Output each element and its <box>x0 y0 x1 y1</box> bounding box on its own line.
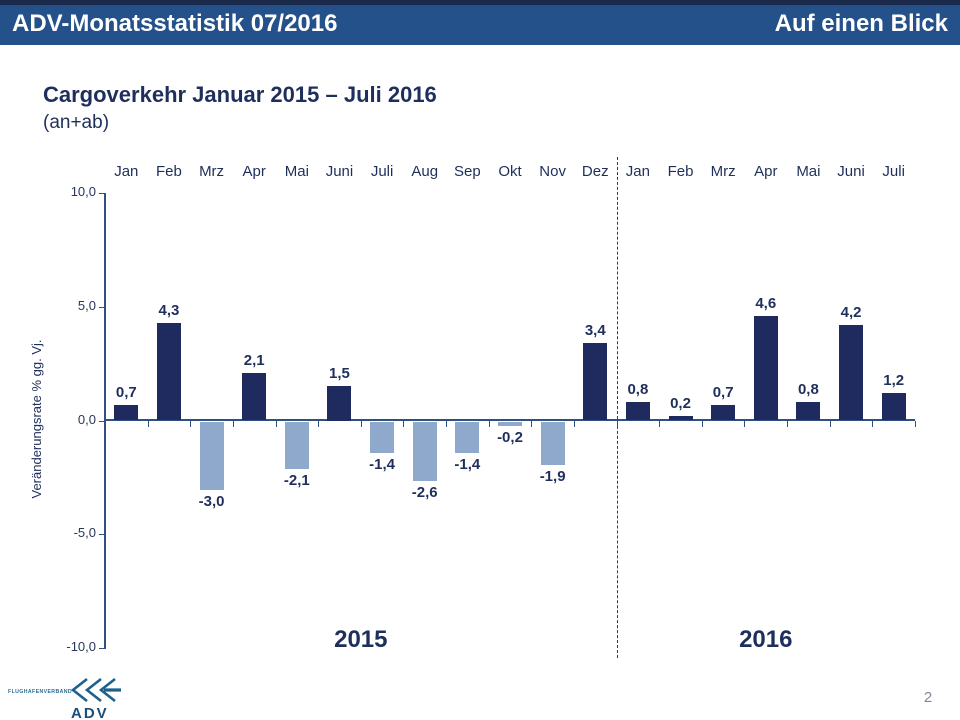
page-subtitle: (an+ab) <box>43 112 110 133</box>
month-label: Feb <box>156 163 182 180</box>
value-label: -2,6 <box>411 483 438 501</box>
value-label: 4,2 <box>840 303 862 321</box>
month-label: Sep <box>454 163 481 180</box>
month-label: Jan <box>625 163 650 180</box>
bar-okt-9 <box>498 422 522 427</box>
value-label: 0,7 <box>115 383 137 401</box>
year-separator-line <box>617 157 618 658</box>
month-label: Apr <box>242 163 266 180</box>
header-right-title: Auf einen Blick <box>774 10 948 37</box>
month-label: Feb <box>667 163 694 180</box>
page-title: Cargoverkehr Januar 2015 – Juli 2016 <box>43 82 437 107</box>
month-label: Nov <box>539 163 566 180</box>
x-tick-mark <box>190 421 191 427</box>
x-tick-mark <box>872 421 873 427</box>
value-label: -1,9 <box>539 467 566 485</box>
value-label: -2,1 <box>283 472 310 490</box>
month-label: Mrz <box>199 163 225 180</box>
y-tick-label: 5,0 <box>77 297 96 313</box>
header-left-title: ADV-Monatsstatistik 07/2016 <box>12 10 338 37</box>
month-label: Mai <box>284 163 309 180</box>
month-label: Aug <box>411 163 439 180</box>
x-tick-mark <box>276 421 277 427</box>
value-label: -1,4 <box>369 456 396 474</box>
value-label: 4,3 <box>158 301 180 319</box>
month-label: Apr <box>754 163 778 180</box>
bar-feb-1 <box>157 323 181 421</box>
y-tick-label: 0,0 <box>77 411 96 427</box>
adv-logo-graphic <box>8 676 138 720</box>
value-label: 0,8 <box>797 381 819 399</box>
bar-sep-8 <box>455 422 479 454</box>
value-label: 0,8 <box>627 381 649 399</box>
y-tick-mark <box>99 307 105 308</box>
value-label: 1,2 <box>883 372 905 390</box>
value-label: 0,7 <box>712 383 734 401</box>
x-tick-mark <box>702 421 703 427</box>
month-label: Juli <box>370 163 394 180</box>
bar-mai-16 <box>796 402 820 420</box>
value-label: 2,1 <box>243 351 265 369</box>
y-tick-mark <box>99 193 105 194</box>
month-label: Juli <box>882 163 905 180</box>
x-tick-mark <box>574 421 575 427</box>
bar-nov-10 <box>541 422 565 465</box>
x-tick-mark <box>148 421 149 427</box>
month-label: Jan <box>114 163 139 180</box>
y-axis-title: Veränderungsrate % gg. Vj. <box>29 339 44 499</box>
month-label: Dez <box>581 163 609 180</box>
logo-brand-text: ADV <box>71 705 109 720</box>
x-tick-mark <box>915 421 916 427</box>
value-label: 1,5 <box>329 365 350 383</box>
logo-org-text: FLUGHAFENVERBAND <box>8 689 73 695</box>
month-label: Okt <box>498 163 522 180</box>
bar-aug-7 <box>413 422 437 481</box>
bar-mai-4 <box>285 422 309 470</box>
value-label: -3,0 <box>198 492 225 510</box>
x-tick-mark <box>446 421 447 427</box>
bar-juni-17 <box>839 325 863 421</box>
bar-apr-3 <box>242 373 266 421</box>
x-tick-mark <box>830 421 831 427</box>
bar-mrz-14 <box>711 405 735 421</box>
adv-logo <box>8 676 138 720</box>
y-tick-mark <box>99 534 105 535</box>
value-label: 4,6 <box>755 294 777 312</box>
bar-jan-0 <box>114 405 138 421</box>
x-tick-mark <box>659 421 660 427</box>
value-label: 0,2 <box>670 394 691 412</box>
month-label: Juni <box>325 163 354 180</box>
bar-feb-13 <box>669 416 693 421</box>
bar-dez-11 <box>583 343 607 420</box>
bar-juni-5 <box>327 386 351 420</box>
page-number: 2 <box>923 689 933 706</box>
y-tick-label: -5,0 <box>73 525 96 541</box>
x-tick-mark <box>744 421 745 427</box>
value-label: -0,2 <box>497 429 523 447</box>
month-label: Mai <box>796 163 821 180</box>
x-tick-mark <box>787 421 788 427</box>
month-label: Mrz <box>710 163 736 180</box>
value-label: -1,4 <box>454 456 481 474</box>
bar-juli-6 <box>370 422 394 454</box>
y-tick-label: -10,0 <box>66 639 96 654</box>
logo-chevrons-icon <box>73 679 121 701</box>
year-label-2016: 2016 <box>739 626 793 653</box>
year-label-2015: 2015 <box>334 626 388 653</box>
x-tick-mark <box>617 421 618 427</box>
x-tick-mark <box>233 421 234 427</box>
value-label: 3,4 <box>584 322 606 340</box>
x-tick-mark <box>403 421 404 427</box>
y-tick-label: 10,0 <box>70 184 96 199</box>
x-tick-mark <box>489 421 490 427</box>
x-tick-mark <box>105 421 106 427</box>
bar-apr-15 <box>754 316 778 421</box>
month-label: Juni <box>837 163 865 180</box>
bar-jan-12 <box>626 402 650 420</box>
x-tick-mark <box>361 421 362 427</box>
x-tick-mark <box>531 421 532 427</box>
x-tick-mark <box>318 421 319 427</box>
bar-mrz-2 <box>200 422 224 490</box>
bar-juli-18 <box>882 393 906 420</box>
